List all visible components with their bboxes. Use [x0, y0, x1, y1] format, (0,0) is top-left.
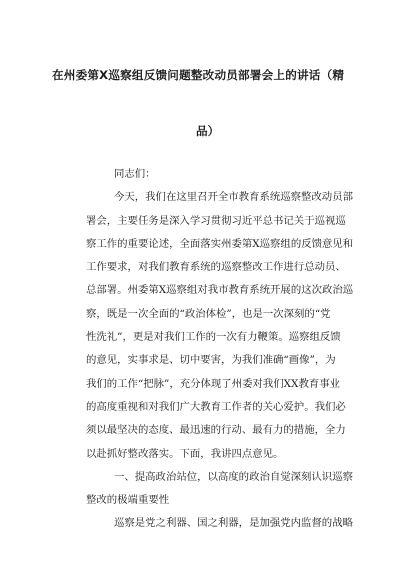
document-title: 在州委第X巡察组反馈问题整改动员部署会上的讲话（精	[52, 68, 345, 82]
paragraph-line: 察，既是一次全面的“政治体检”，也是一次深刻的“党	[86, 307, 331, 320]
paragraph-line: 巡察是党之利器、国之利器，是加强党内监督的战略	[114, 517, 353, 530]
greeting: 同志们：	[114, 168, 156, 180]
paragraph-line: 须以最坚决的态度、最迅速的行动、最有力的措施，全力	[86, 424, 346, 437]
paragraph-line: 的高度重视和对我们广大教育工作者的关心爱护。我们必	[86, 400, 346, 413]
section-heading-line: 整改的极端重要性	[86, 494, 170, 507]
paragraph-line: 总部署。州委第X巡察组对我市教育系统开展的这次政治巡	[86, 284, 354, 297]
paragraph-line: 性洗礼”，更是对我们工作的一次有力鞭策。巡察组反馈	[86, 331, 341, 344]
paragraph-line: 察工作的重要论述，全面落实州委第X巡察组的反馈意见和	[86, 237, 354, 250]
section-heading-line: 一、提高政治站位，以高度的政治自觉深刻认识巡察	[114, 470, 353, 483]
paragraph-line: 今天，我们在这里召开全市教育系统巡察整改动员部	[114, 191, 353, 204]
paragraph-line: 我们的工作“把脉”，充分体现了州委对我们XX教育事业	[86, 377, 341, 390]
paragraph-line: 署会，主要任务是深入学习贯彻习近平总书记关于巡视巡	[86, 214, 346, 227]
paragraph-line: 工作要求，对我们教育系统的巡察整改工作进行总动员、	[86, 261, 346, 274]
document-title-continued: 品）	[196, 124, 220, 138]
paragraph-line: 以赴抓好整改落实。下面，我讲四点意见。	[86, 447, 284, 460]
document-body	[86, 163, 358, 536]
paragraph-line: 的意见，实事求是、切中要害，为我们准确“画像”，为	[86, 354, 336, 367]
